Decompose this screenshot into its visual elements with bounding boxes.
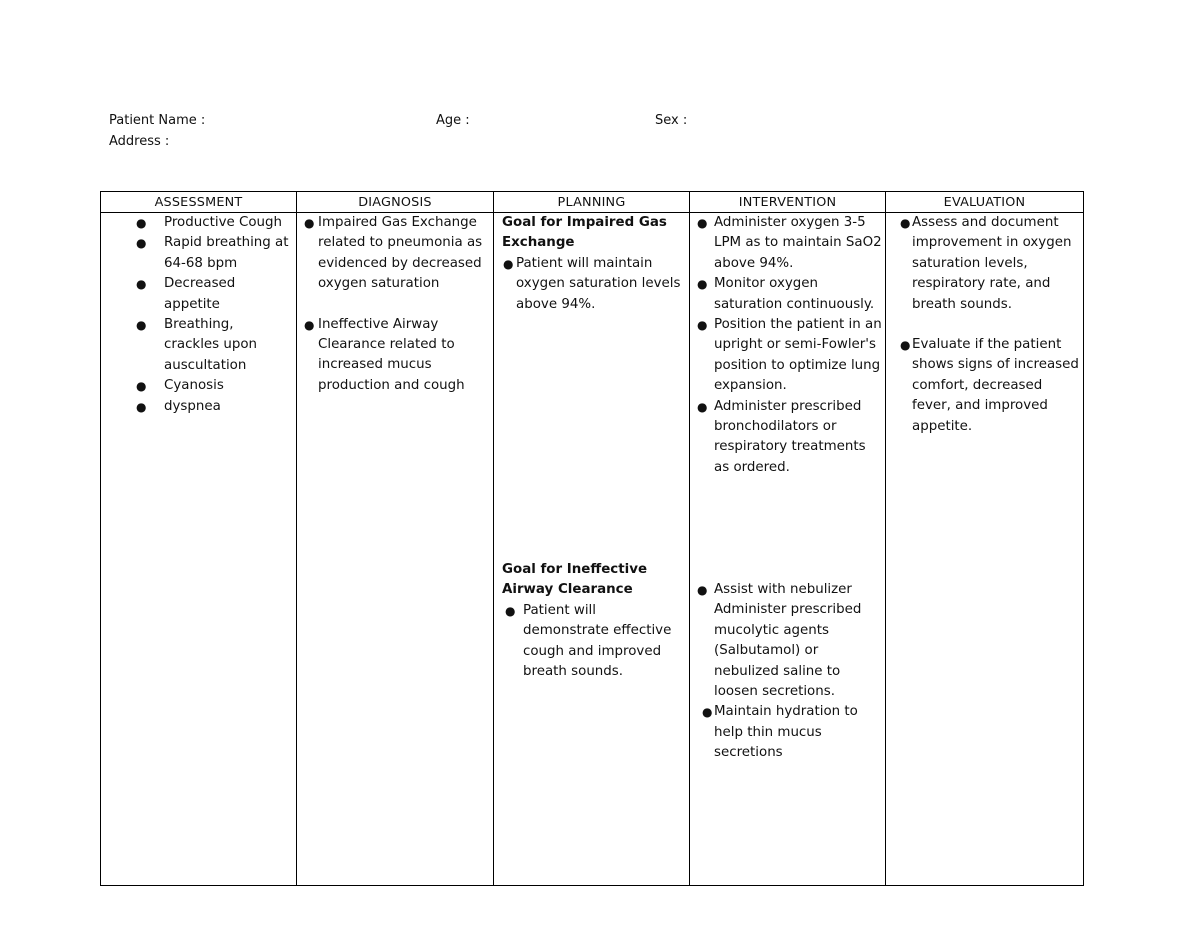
assessment-cell [101, 213, 297, 886]
bullet-icon: ● [304, 317, 315, 332]
bullet-icon: ● [697, 583, 708, 597]
goal-list [502, 601, 685, 683]
list-item-text: Evaluate if the patient shows signs of increased comfort, decreased fever, and improved appetite. [912, 337, 1079, 434]
list-item [304, 315, 489, 397]
age-label: Age : [436, 113, 470, 128]
assessment-list [101, 213, 296, 417]
bullet-icon: ● [503, 256, 514, 271]
nursing-care-plan-table [100, 191, 1084, 886]
bullet-icon: ● [136, 236, 147, 251]
list-item [503, 254, 685, 315]
list-item-text: dyspnea [164, 398, 221, 414]
column-header-diagnosis: DIAGNOSIS [297, 192, 494, 213]
list-item [697, 397, 882, 479]
planning-goal-ineffective-airway-clearance [494, 560, 689, 682]
list-item [505, 601, 685, 683]
bullet-icon: ● [136, 318, 147, 333]
list-item [136, 213, 292, 233]
list-item-text: Patient will demonstrate effective cough and improved breath sounds. [523, 602, 672, 680]
table-row [101, 213, 1084, 886]
list-item [136, 376, 292, 396]
diagnosis-list [297, 213, 493, 396]
list-item [702, 702, 882, 763]
bullet-icon: ● [697, 216, 708, 230]
address-label: Address : [109, 134, 170, 149]
list-item-text: Administer prescribed bronchodilators or respiratory treatments as ordered. [714, 398, 866, 475]
list-item [697, 315, 882, 397]
list-item-text: Cyanosis [164, 378, 224, 394]
bullet-icon: ● [136, 399, 147, 414]
intervention-list-gas-exchange [690, 213, 885, 478]
list-item [697, 274, 882, 315]
evaluation-list [886, 213, 1083, 437]
bullet-icon: ● [697, 318, 708, 333]
evaluation-cell [886, 213, 1084, 886]
list-item-text: Monitor oxygen saturation continuously. [714, 276, 875, 312]
list-item-text: Productive Cough [164, 215, 282, 230]
goal-title: Goal for Ineffective Airway Clearance [502, 562, 648, 598]
bullet-icon: ● [304, 216, 315, 230]
bullet-icon: ● [505, 603, 516, 618]
goal-title: Goal for Impaired Gas Exchange [502, 215, 667, 251]
column-header-evaluation: EVALUATION [886, 192, 1084, 213]
list-item-text: Decreased appetite [164, 276, 236, 312]
list-item [697, 213, 882, 274]
planning-goal-impaired-gas-exchange [494, 213, 689, 315]
list-item-text: Patient will maintain oxygen saturation levels above 94%. [516, 255, 681, 312]
bullet-icon: ● [136, 277, 147, 292]
list-item-text: Ineffective Airway Clearance related to increased mucus production and cough [318, 316, 465, 393]
bullet-icon: ● [697, 399, 708, 414]
list-item [900, 213, 1079, 315]
goal-list [502, 254, 685, 315]
bullet-icon: ● [702, 705, 713, 720]
bullet-icon: ● [697, 277, 708, 292]
column-header-planning: PLANNING [494, 192, 690, 213]
list-item-text: Assist with nebulizer Administer prescribed mucolytic agents (Salbutamol) or nebulized saline to loosen secretions. [714, 582, 862, 700]
diagnosis-cell [297, 213, 494, 886]
table-header-row [101, 192, 1084, 213]
column-header-intervention: INTERVENTION [690, 192, 886, 213]
bullet-icon: ● [900, 216, 911, 230]
list-item [136, 397, 292, 417]
bullet-icon: ● [136, 216, 147, 230]
bullet-icon: ● [136, 379, 147, 394]
bullet-icon: ● [900, 338, 911, 353]
list-item-text: Assess and document improvement in oxygen saturation levels, respiratory rate, and breath sounds. [912, 215, 1072, 312]
intervention-list-airway-clearance [690, 580, 885, 764]
list-item [900, 335, 1079, 437]
list-item-text: Breathing, crackles upon auscultation [164, 317, 258, 373]
column-header-assessment: ASSESSMENT [101, 192, 297, 213]
patient-name-label: Patient Name : [109, 113, 206, 128]
intervention-cell [690, 213, 886, 886]
list-item-text: Rapid breathing at 64-68 bpm [164, 235, 289, 271]
list-item [697, 580, 882, 702]
list-item [136, 274, 292, 315]
list-item-text: Administer oxygen 3-5 LPM as to maintain SaO2 above 94%. [714, 215, 882, 271]
list-item-text: Position the patient in an upright or semi-Fowler's position to optimize lung expansion. [714, 317, 882, 394]
list-item-text: Maintain hydration to help thin mucus secretions [714, 704, 858, 761]
list-item-text: Impaired Gas Exchange related to pneumonia as evidenced by decreased oxygen saturation [318, 215, 483, 292]
list-item [136, 233, 292, 274]
planning-cell [494, 213, 690, 886]
list-item [136, 315, 292, 376]
sex-label: Sex : [655, 113, 688, 128]
list-item [304, 213, 489, 295]
